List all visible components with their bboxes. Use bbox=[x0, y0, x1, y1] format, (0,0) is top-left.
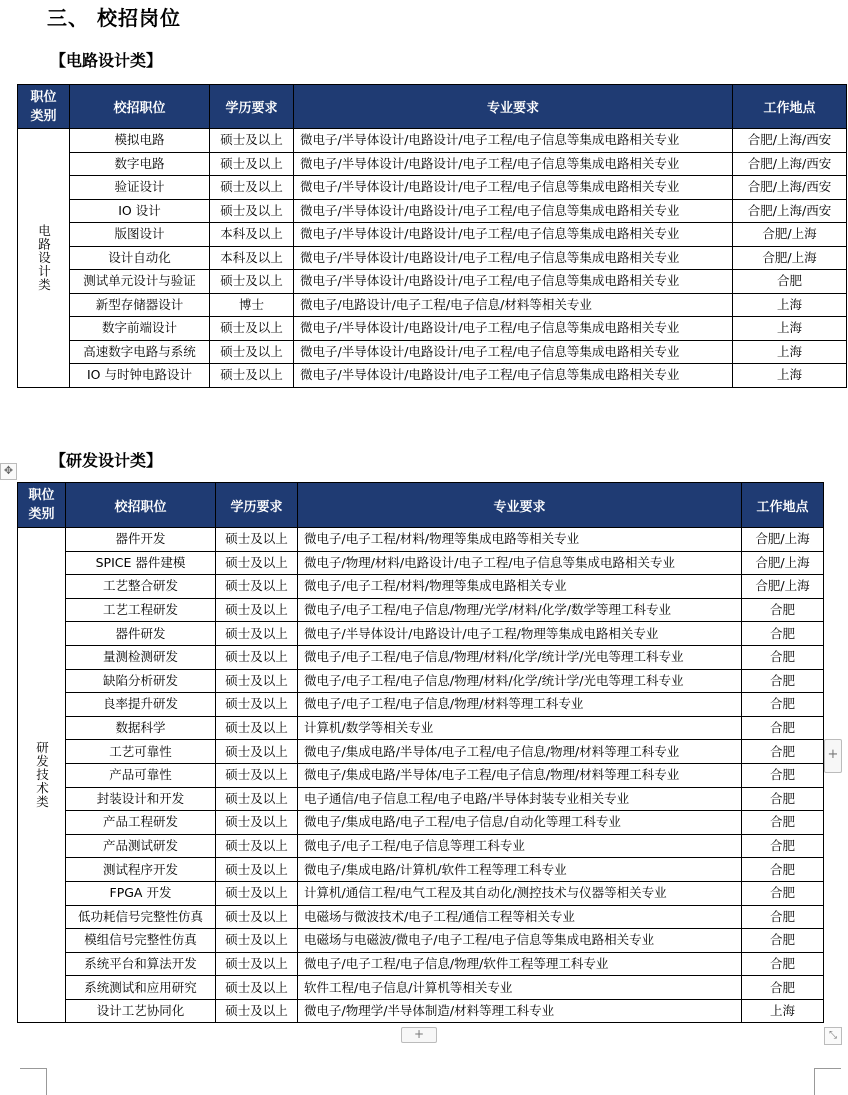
header-category-label: 职位类别 bbox=[28, 488, 55, 522]
degree-cell: 硕士及以上 bbox=[210, 270, 294, 294]
major-cell: 计算机/数学等相关专业 bbox=[298, 716, 742, 740]
table-row bbox=[18, 598, 824, 622]
position-cell: IO 与时钟电路设计 bbox=[70, 364, 210, 388]
position-cell: 新型存储器设计 bbox=[70, 293, 210, 317]
location-cell: 合肥 bbox=[742, 905, 824, 929]
table-resize-handle-icon[interactable]: ⤡ bbox=[824, 1027, 842, 1045]
degree-cell: 硕士及以上 bbox=[216, 716, 298, 740]
degree-cell: 硕士及以上 bbox=[216, 740, 298, 764]
location-cell: 上海 bbox=[733, 340, 847, 364]
header-location: 工作地点 bbox=[742, 483, 824, 528]
position-cell: 产品可靠性 bbox=[66, 763, 216, 787]
degree-cell: 硕士及以上 bbox=[216, 551, 298, 575]
table-row bbox=[18, 716, 824, 740]
table-move-handle-icon[interactable]: ✥ bbox=[0, 463, 17, 480]
header-category bbox=[18, 85, 70, 129]
location-cell: 合肥 bbox=[742, 645, 824, 669]
position-cell: 器件开发 bbox=[66, 528, 216, 552]
major-cell: 微电子/半导体设计/电路设计/电子工程/电子信息等集成电路相关专业 bbox=[294, 129, 733, 153]
position-cell: 测试程序开发 bbox=[66, 858, 216, 882]
major-cell: 微电子/半导体设计/电路设计/电子工程/电子信息等集成电路相关专业 bbox=[294, 246, 733, 270]
position-cell: 数字电路 bbox=[70, 152, 210, 176]
location-cell: 合肥/上海/西安 bbox=[733, 199, 847, 223]
degree-cell: 硕士及以上 bbox=[210, 152, 294, 176]
table-row bbox=[18, 669, 824, 693]
table-row bbox=[18, 176, 847, 200]
table-row bbox=[18, 575, 824, 599]
degree-cell: 本科及以上 bbox=[210, 246, 294, 270]
major-cell: 微电子/电子工程/电子信息/物理/材料/化学/统计学/光电等理工科专业 bbox=[298, 645, 742, 669]
location-cell: 合肥 bbox=[742, 787, 824, 811]
position-cell: 缺陷分析研发 bbox=[66, 669, 216, 693]
degree-cell: 硕士及以上 bbox=[216, 693, 298, 717]
major-cell: 微电子/物理/材料/电路设计/电子工程/电子信息等集成电路相关专业 bbox=[298, 551, 742, 575]
rd-design-table bbox=[17, 482, 824, 1023]
major-cell: 微电子/集成电路/半导体/电子工程/电子信息/物理/材料等理工科专业 bbox=[298, 740, 742, 764]
header-major: 专业要求 bbox=[298, 483, 742, 528]
table1-heading: 【电路设计类】 bbox=[50, 51, 163, 70]
degree-cell: 硕士及以上 bbox=[216, 528, 298, 552]
location-cell: 合肥/上海 bbox=[742, 528, 824, 552]
category-cell: 研发技术类 bbox=[18, 528, 66, 1023]
degree-cell: 硕士及以上 bbox=[210, 176, 294, 200]
major-cell: 计算机/通信工程/电气工程及其自动化/测控技术与仪器等相关专业 bbox=[298, 881, 742, 905]
header-degree: 学历要求 bbox=[210, 85, 294, 129]
table-row bbox=[18, 976, 824, 1000]
position-cell: 量测检测研发 bbox=[66, 645, 216, 669]
table-row bbox=[18, 834, 824, 858]
add-row-button[interactable]: + bbox=[401, 1027, 437, 1043]
circuit-design-table bbox=[17, 84, 847, 388]
table2-heading: 【研发设计类】 bbox=[50, 451, 163, 470]
major-cell: 微电子/电子工程/电子信息/物理/材料/化学/统计学/光电等理工科专业 bbox=[298, 669, 742, 693]
location-cell: 合肥 bbox=[742, 716, 824, 740]
major-cell: 微电子/半导体设计/电路设计/电子工程/电子信息等集成电路相关专业 bbox=[294, 270, 733, 294]
major-cell: 微电子/半导体设计/电路设计/电子工程/电子信息等集成电路相关专业 bbox=[294, 199, 733, 223]
table-row bbox=[18, 293, 847, 317]
position-cell: 良率提升研发 bbox=[66, 693, 216, 717]
degree-cell: 硕士及以上 bbox=[216, 787, 298, 811]
location-cell: 合肥 bbox=[742, 598, 824, 622]
location-cell: 上海 bbox=[733, 317, 847, 341]
location-cell: 合肥 bbox=[742, 622, 824, 646]
position-cell: 产品测试研发 bbox=[66, 834, 216, 858]
table-row bbox=[18, 740, 824, 764]
location-cell: 合肥 bbox=[742, 834, 824, 858]
degree-cell: 硕士及以上 bbox=[216, 669, 298, 693]
major-cell: 微电子/半导体设计/电路设计/电子工程/电子信息等集成电路相关专业 bbox=[294, 317, 733, 341]
position-cell: 数字前端设计 bbox=[70, 317, 210, 341]
header-category bbox=[18, 483, 66, 528]
degree-cell: 硕士及以上 bbox=[210, 129, 294, 153]
degree-cell: 硕士及以上 bbox=[216, 952, 298, 976]
position-cell: 低功耗信号完整性仿真 bbox=[66, 905, 216, 929]
degree-cell: 硕士及以上 bbox=[216, 834, 298, 858]
location-cell: 合肥 bbox=[742, 952, 824, 976]
degree-cell: 本科及以上 bbox=[210, 223, 294, 247]
location-cell: 合肥 bbox=[742, 693, 824, 717]
degree-cell: 硕士及以上 bbox=[216, 881, 298, 905]
table-row bbox=[18, 551, 824, 575]
position-cell: 模拟电路 bbox=[70, 129, 210, 153]
location-cell: 上海 bbox=[733, 293, 847, 317]
add-column-button[interactable]: + bbox=[824, 739, 842, 773]
major-cell: 软件工程/电子信息/计算机等相关专业 bbox=[298, 976, 742, 1000]
degree-cell: 硕士及以上 bbox=[216, 575, 298, 599]
table-row bbox=[18, 763, 824, 787]
location-cell: 合肥 bbox=[742, 763, 824, 787]
location-cell: 合肥 bbox=[742, 881, 824, 905]
table-row bbox=[18, 246, 847, 270]
page-corner-mark-left bbox=[20, 1068, 47, 1095]
position-cell: 数据科学 bbox=[66, 716, 216, 740]
table-row bbox=[18, 199, 847, 223]
category-cell: 电路设计类 bbox=[18, 129, 70, 388]
major-cell: 微电子/电子工程/材料/物理等集成电路等相关专业 bbox=[298, 528, 742, 552]
location-cell: 合肥 bbox=[733, 270, 847, 294]
location-cell: 上海 bbox=[733, 364, 847, 388]
table-row bbox=[18, 929, 824, 953]
major-cell: 微电子/集成电路/电子工程/电子信息/自动化等理工科专业 bbox=[298, 811, 742, 835]
position-cell: 高速数字电路与系统 bbox=[70, 340, 210, 364]
degree-cell: 硕士及以上 bbox=[216, 929, 298, 953]
location-cell: 合肥 bbox=[742, 669, 824, 693]
page-corner-mark-right bbox=[814, 1068, 841, 1095]
table-row bbox=[18, 270, 847, 294]
major-cell: 微电子/电子工程/电子信息/物理/材料等理工科专业 bbox=[298, 693, 742, 717]
major-cell: 微电子/电路设计/电子工程/电子信息/材料等相关专业 bbox=[294, 293, 733, 317]
location-cell: 合肥/上海 bbox=[733, 246, 847, 270]
table-row bbox=[18, 622, 824, 646]
location-cell: 合肥/上海 bbox=[742, 575, 824, 599]
position-cell: SPICE 器件建模 bbox=[66, 551, 216, 575]
header-position: 校招职位 bbox=[66, 483, 216, 528]
degree-cell: 硕士及以上 bbox=[216, 763, 298, 787]
header-location: 工作地点 bbox=[733, 85, 847, 129]
degree-cell: 硕士及以上 bbox=[216, 976, 298, 1000]
table-row bbox=[18, 811, 824, 835]
table-row bbox=[18, 340, 847, 364]
location-cell: 合肥 bbox=[742, 858, 824, 882]
location-cell: 合肥 bbox=[742, 811, 824, 835]
position-cell: 封装设计和开发 bbox=[66, 787, 216, 811]
degree-cell: 硕士及以上 bbox=[216, 811, 298, 835]
position-cell: 验证设计 bbox=[70, 176, 210, 200]
degree-cell: 硕士及以上 bbox=[216, 645, 298, 669]
major-cell: 微电子/物理学/半导体制造/材料等理工科专业 bbox=[298, 999, 742, 1023]
location-cell: 上海 bbox=[742, 999, 824, 1023]
table-row bbox=[18, 364, 847, 388]
major-cell: 微电子/半导体设计/电路设计/电子工程/电子信息等集成电路相关专业 bbox=[294, 176, 733, 200]
section-title: 三、 校招岗位 bbox=[47, 6, 181, 30]
degree-cell: 硕士及以上 bbox=[216, 905, 298, 929]
major-cell: 微电子/半导体设计/电路设计/电子工程/电子信息等集成电路相关专业 bbox=[294, 152, 733, 176]
location-cell: 合肥/上海/西安 bbox=[733, 176, 847, 200]
table-row bbox=[18, 905, 824, 929]
table-row bbox=[18, 129, 847, 153]
table-row bbox=[18, 223, 847, 247]
major-cell: 电磁场与电磁波/微电子/电子工程/电子信息等集成电路相关专业 bbox=[298, 929, 742, 953]
position-cell: 系统平台和算法开发 bbox=[66, 952, 216, 976]
degree-cell: 硕士及以上 bbox=[210, 364, 294, 388]
degree-cell: 硕士及以上 bbox=[216, 858, 298, 882]
table-row bbox=[18, 999, 824, 1023]
position-cell: 产品工程研发 bbox=[66, 811, 216, 835]
table-row bbox=[18, 528, 824, 552]
degree-cell: 博士 bbox=[210, 293, 294, 317]
table-row bbox=[18, 645, 824, 669]
degree-cell: 硕士及以上 bbox=[216, 622, 298, 646]
position-cell: 系统测试和应用研究 bbox=[66, 976, 216, 1000]
header-category-label: 职位类别 bbox=[30, 89, 57, 124]
position-cell: 器件研发 bbox=[66, 622, 216, 646]
major-cell: 微电子/集成电路/半导体/电子工程/电子信息/物理/材料等理工科专业 bbox=[298, 763, 742, 787]
position-cell: 设计工艺协同化 bbox=[66, 999, 216, 1023]
major-cell: 微电子/半导体设计/电路设计/电子工程/物理等集成电路相关专业 bbox=[298, 622, 742, 646]
major-cell: 微电子/半导体设计/电路设计/电子工程/电子信息等集成电路相关专业 bbox=[294, 340, 733, 364]
degree-cell: 硕士及以上 bbox=[216, 999, 298, 1023]
location-cell: 合肥/上海 bbox=[742, 551, 824, 575]
major-cell: 微电子/半导体设计/电路设计/电子工程/电子信息等集成电路相关专业 bbox=[294, 364, 733, 388]
position-cell: 模组信号完整性仿真 bbox=[66, 929, 216, 953]
table-row bbox=[18, 693, 824, 717]
table-row bbox=[18, 881, 824, 905]
location-cell: 合肥/上海 bbox=[733, 223, 847, 247]
header-major: 专业要求 bbox=[294, 85, 733, 129]
major-cell: 微电子/电子工程/电子信息等理工科专业 bbox=[298, 834, 742, 858]
major-cell: 电磁场与微波技术/电子工程/通信工程等相关专业 bbox=[298, 905, 742, 929]
header-degree: 学历要求 bbox=[216, 483, 298, 528]
location-cell: 合肥/上海/西安 bbox=[733, 152, 847, 176]
position-cell: 版图设计 bbox=[70, 223, 210, 247]
position-cell: 设计自动化 bbox=[70, 246, 210, 270]
position-cell: 工艺可靠性 bbox=[66, 740, 216, 764]
major-cell: 微电子/电子工程/电子信息/物理/软件工程等理工科专业 bbox=[298, 952, 742, 976]
table-row bbox=[18, 152, 847, 176]
position-cell: 测试单元设计与验证 bbox=[70, 270, 210, 294]
position-cell: 工艺整合研发 bbox=[66, 575, 216, 599]
major-cell: 微电子/电子工程/电子信息/物理/光学/材料/化学/数学等理工科专业 bbox=[298, 598, 742, 622]
degree-cell: 硕士及以上 bbox=[210, 199, 294, 223]
table-row bbox=[18, 787, 824, 811]
table-row bbox=[18, 952, 824, 976]
degree-cell: 硕士及以上 bbox=[216, 598, 298, 622]
major-cell: 微电子/集成电路/计算机/软件工程等理工科专业 bbox=[298, 858, 742, 882]
position-cell: FPGA 开发 bbox=[66, 881, 216, 905]
location-cell: 合肥 bbox=[742, 929, 824, 953]
position-cell: 工艺工程研发 bbox=[66, 598, 216, 622]
header-position: 校招职位 bbox=[70, 85, 210, 129]
table-row bbox=[18, 858, 824, 882]
position-cell: IO 设计 bbox=[70, 199, 210, 223]
location-cell: 合肥 bbox=[742, 740, 824, 764]
major-cell: 微电子/半导体设计/电路设计/电子工程/电子信息等集成电路相关专业 bbox=[294, 223, 733, 247]
major-cell: 微电子/电子工程/材料/物理等集成电路相关专业 bbox=[298, 575, 742, 599]
location-cell: 合肥 bbox=[742, 976, 824, 1000]
major-cell: 电子通信/电子信息工程/电子电路/半导体封装专业相关专业 bbox=[298, 787, 742, 811]
location-cell: 合肥/上海/西安 bbox=[733, 129, 847, 153]
degree-cell: 硕士及以上 bbox=[210, 340, 294, 364]
degree-cell: 硕士及以上 bbox=[210, 317, 294, 341]
table-row bbox=[18, 317, 847, 341]
